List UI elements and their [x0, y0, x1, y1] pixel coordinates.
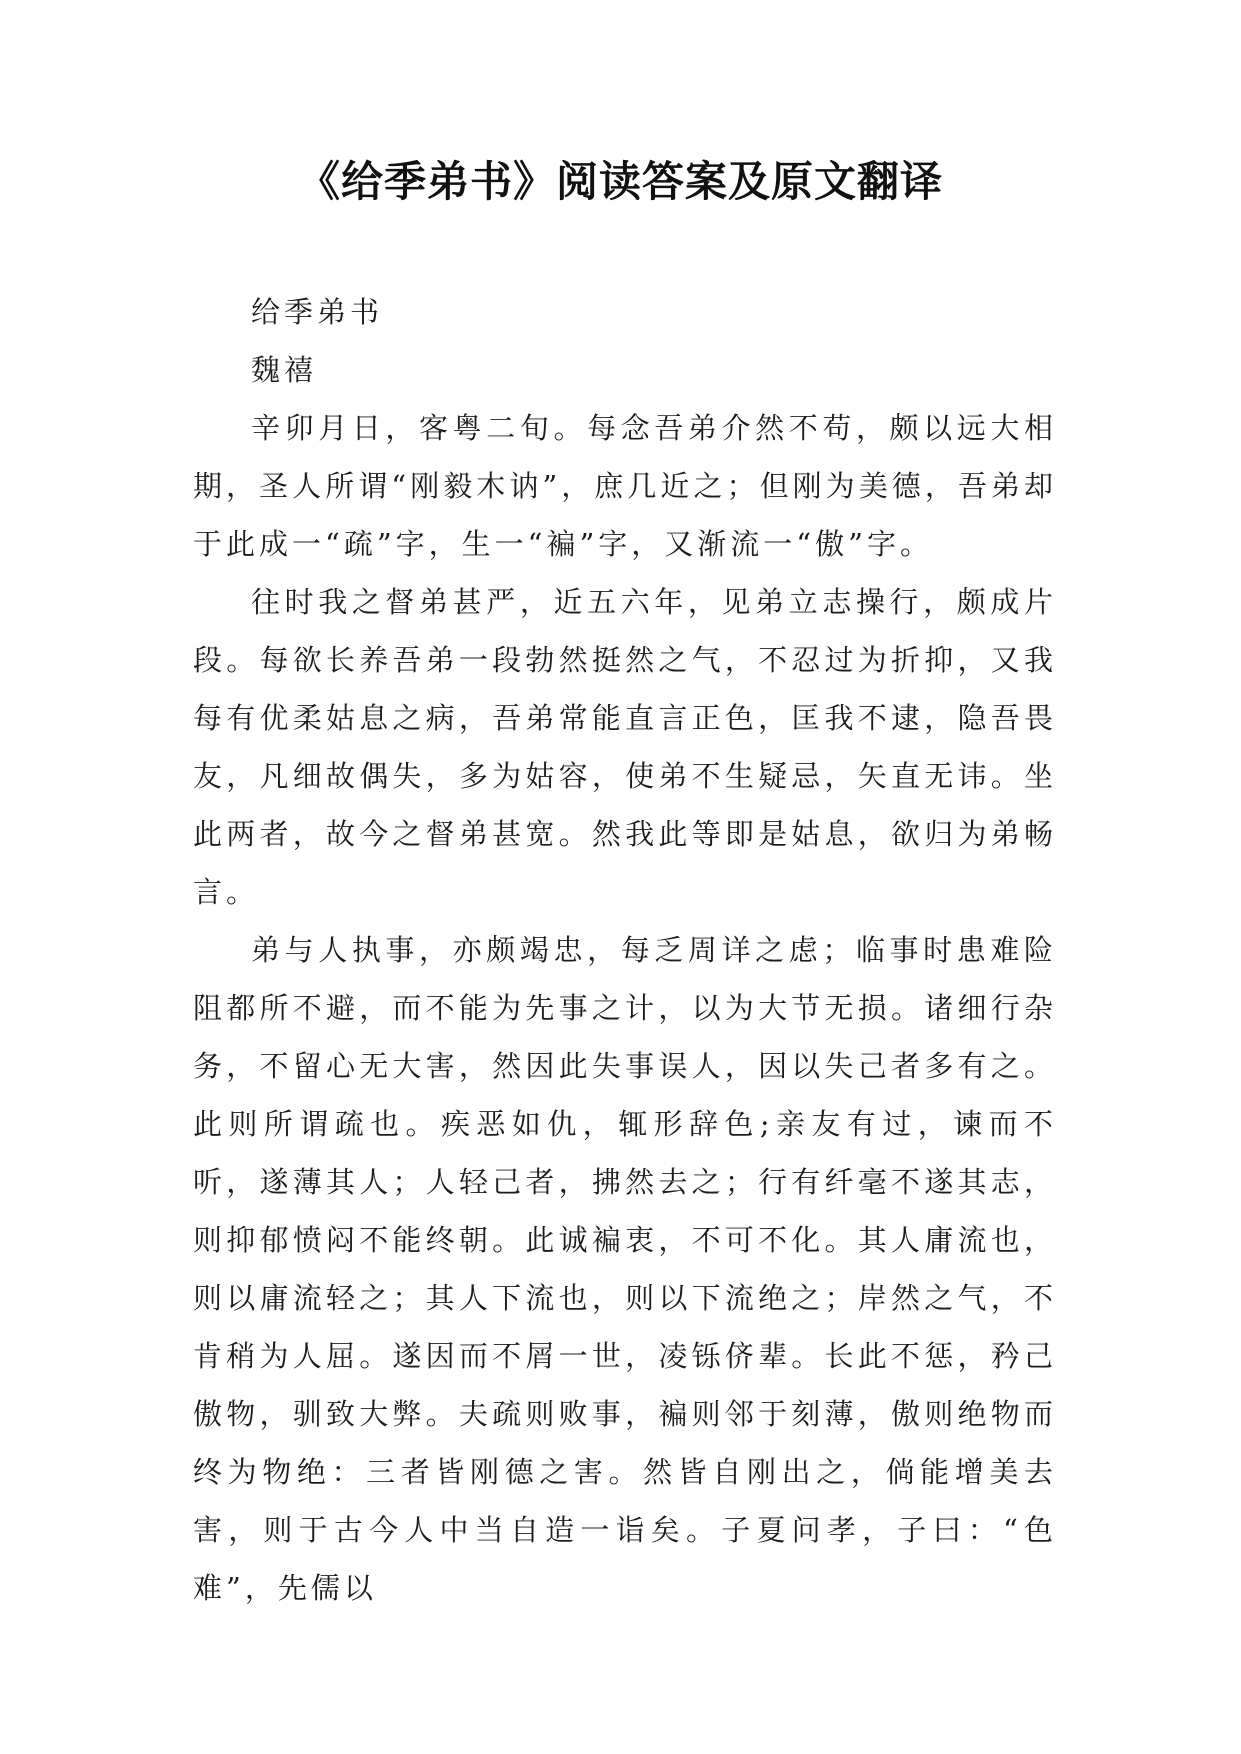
document-body — [193, 283, 1057, 1617]
paragraph-1: 辛卯月日，客粤二旬。每念吾弟介然不苟，颇以远大相期，圣人所谓“刚毅木讷”，庶几近之；但刚为美德，吾弟却于此成一“疏”字，生一“褊”字，又渐流一“傲”字。 — [193, 411, 1057, 561]
paragraph-2: 往时我之督弟甚严，近五六年，见弟立志操行，颇成片段。每欲长养吾弟一段勃然挺然之气，不忍过为折抑，又我每有优柔姑息之病，吾弟常能直言正色，匡我不逮，隐吾畏友，凡细故偶失，多为姑容，使弟不生疑忌，矢直无讳。坐此两者，故今之督弟甚宽。然我此等即是姑息，欲归为弟畅言。 — [193, 585, 1057, 909]
document-title: 《给季弟书》阅读答案及原文翻译 — [297, 157, 943, 206]
author-name: 魏禧 — [251, 353, 318, 387]
letter-title: 给季弟书 — [251, 295, 384, 329]
paragraph-3: 弟与人执事，亦颇竭忠，每乏周详之虑；临事时患难险阻都所不避，而不能为先事之计，以为大节无损。诸细行杂务，不留心无大害，然因此失事误人，因以失己者多有之。此则所谓疏也。疾恶如仇，辄形辞色;亲友有过，谏而不听，遂薄其人；人轻己者，拂然去之；行有纤毫不遂其志，则抑郁愤闷不能终朝。此诚褊衷，不可不化。其人庸流也，则以庸流轻之；其人下流也，则以下流绝之；岸然之气，不肯稍为人屈。遂因而不屑一世，凌铄侪辈。长此不惩，矜己傲物，驯致大弊。夫疏则败事，褊则邻于刻薄，傲则绝物而终为物绝：三者皆刚德之害。然皆自刚出之，倘能增美去害，则于古今人中当自造一诣矣。子夏问孝，子曰：“色难”，先儒以 — [193, 933, 1057, 1605]
